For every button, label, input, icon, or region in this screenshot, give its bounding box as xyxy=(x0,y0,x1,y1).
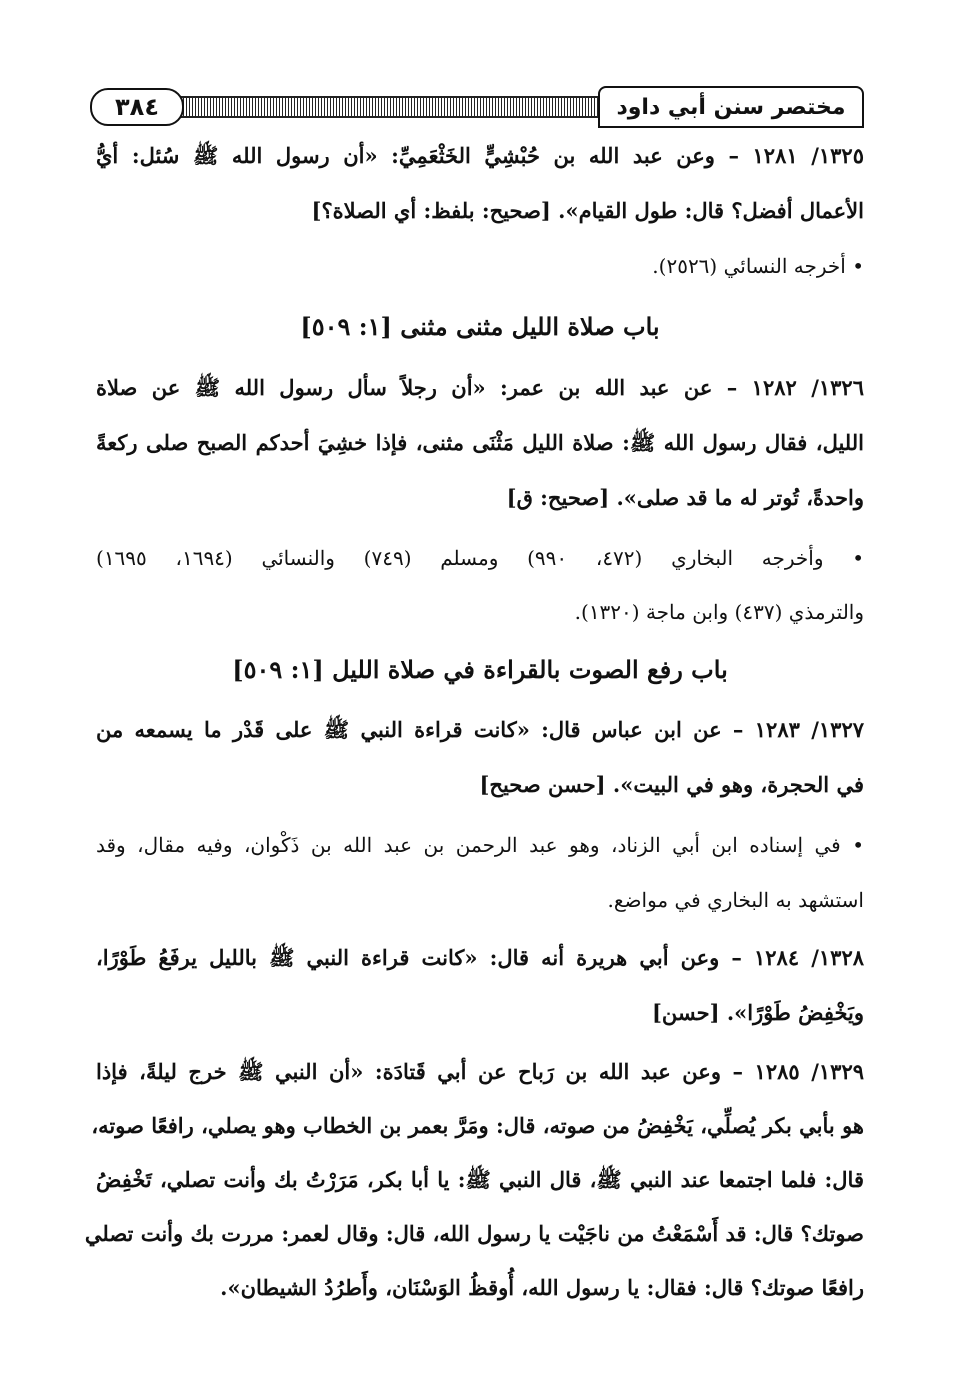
page-number: ٣٨٤ xyxy=(90,88,184,126)
text-line: في الحجرة، وهو في البيت». [حسن صحيح] xyxy=(479,772,864,797)
text-line: • وأخرجه البخاري (٤٧٢، ٩٩٠) ومسلم (٧٤٩) والنسائي (١٦٩٤، ١٦٩٥) xyxy=(96,546,864,570)
text-line: ١٣٢٦/ ١٢٨٢ – عن عبد الله بن عمر: «أن رجلاً سأل رسول الله ﷺ عن صلاة xyxy=(96,375,864,400)
text-line: ١٣٢٥/ ١٢٨١ – وعن عبد الله بن حُبْشِيٍّ الخَثْعَمِيِّ: «أن رسول الله ﷺ سُئل: أيُّ xyxy=(96,143,864,168)
text-line: واحدةً، تُوتر له ما قد صلى». [صحيح: ق] xyxy=(506,485,864,510)
section-heading: باب رفع الصوت بالقراءة في صلاة الليل [١: ٥٠٩] xyxy=(232,655,728,684)
text-line: صوتك؟ قال: قد أَسْمَعْتُ من ناجَيْت يا رسول الله، قال: وقال لعمر: مررت بك وأنت تصلي xyxy=(84,1221,864,1246)
text-line: هو بأبي بكر يُصلِّي، يَخْفِضُ من صوته، قال: ومَرَّ بعمر بن الخطاب وهو يصلي، رافعًا صوته، xyxy=(91,1113,864,1138)
text-line: قال: فلما اجتمعا عند النبي ﷺ، قال النبي ﷺ: يا أبا بكر، مَرَرْتُ بك وأنت تصلي، تَخْفِضُ xyxy=(96,1167,864,1192)
text-line: ١٣٢٨/ ١٢٨٤ – وعن أبي هريرة أنه قال: «كانت قراءة النبي ﷺ بالليل يرفَعُ طَوْرًا، xyxy=(96,945,865,970)
text-line: ويَخْفِضُ طَوْرًا». [حسن] xyxy=(651,1000,864,1025)
section-heading: باب صلاة الليل مثنى مثنى [١: ٥٠٩] xyxy=(300,312,660,341)
text-line: ١٣٢٩/ ١٢٨٥ – وعن عبد الله بن رَباح عن أبي قَتادَة: «أن النبي ﷺ خرج ليلةً، فإذا xyxy=(96,1059,865,1084)
book-title: مختصر سنن أبي داود xyxy=(598,86,864,128)
header-ornament-band xyxy=(150,96,624,118)
text-line: • أخرجه النسائي (٢٥٢٦). xyxy=(652,254,864,278)
text-line: الأعمال أفضل؟ قال: طول القيام». [صحيح: بلفظ: أي الصلاة؟] xyxy=(311,198,864,223)
text-line: • في إسناده ابن أبي الزناد، وهو عبد الرحمن بن عبد الله بن ذَكْوان، وفيه مقال، وقد xyxy=(96,833,864,857)
text-line: رافعًا صوتك؟ قال: فقال: يا رسول الله، أُوقظُ الوَسْنَان، وأَطرُدُ الشيطان». xyxy=(220,1275,864,1300)
text-line: ١٣٢٧/ ١٢٨٣ – عن ابن عباس قال: «كانت قراءة النبي ﷺ على قَدْر ما يسمعه من xyxy=(96,717,865,742)
text-line: الليل، فقال رسول الله ﷺ: صلاة الليل مَثْنَى مثنى، فإذا خشِيَ أحدكم الصبح صلى ركعةً xyxy=(96,430,864,455)
text-line: استشهد به البخاري في مواضع. xyxy=(607,888,864,912)
text-line: والترمذي (٤٣٧) وابن ماجة (١٣٢٠). xyxy=(574,600,864,624)
page-header xyxy=(90,86,864,126)
